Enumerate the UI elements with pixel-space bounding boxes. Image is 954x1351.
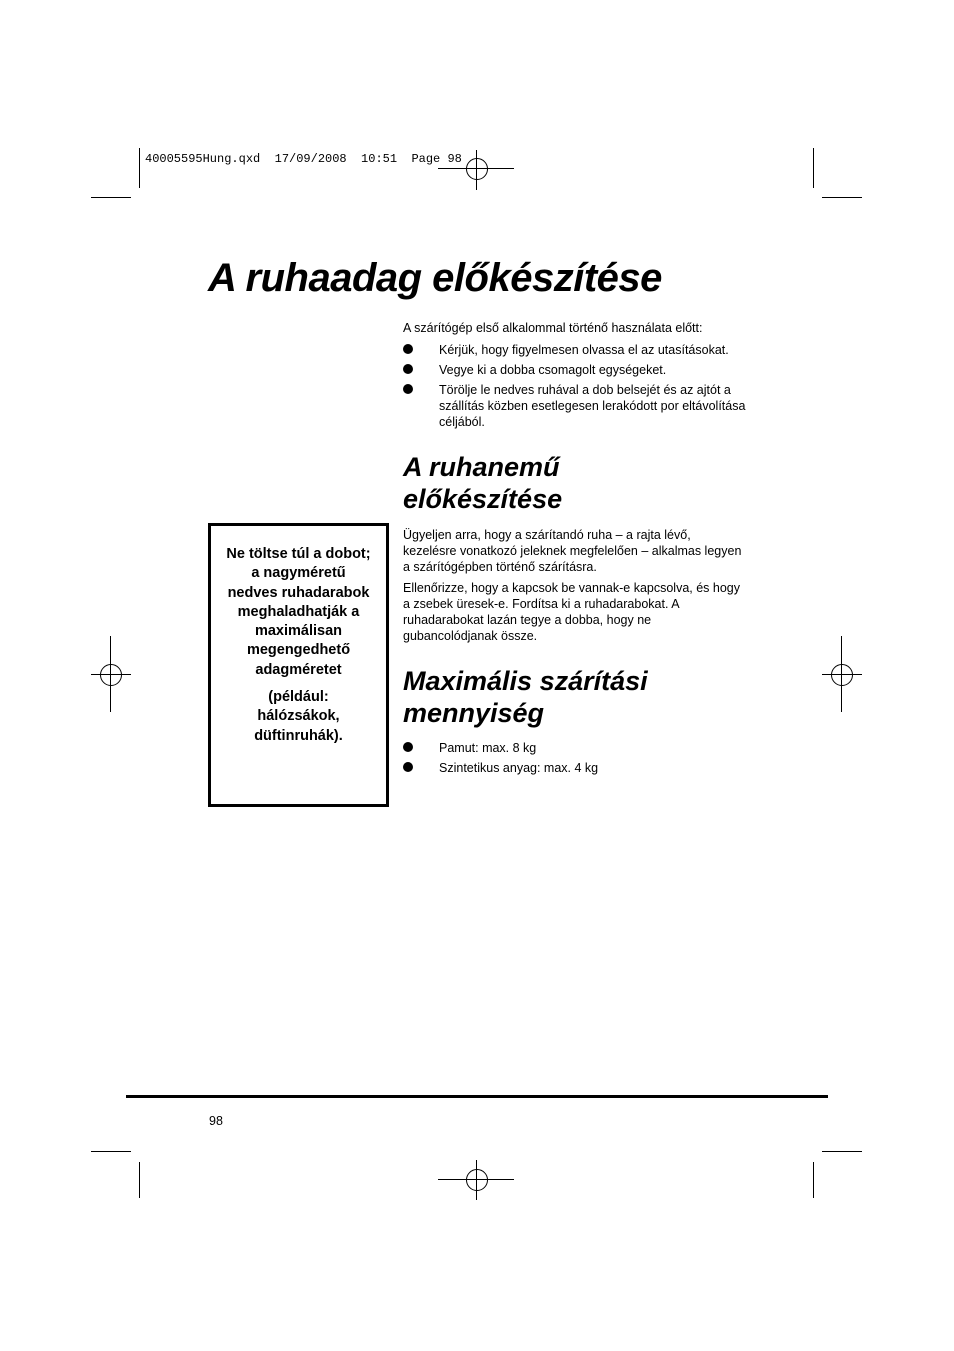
footer-rule — [126, 1095, 828, 1098]
registration-circle — [466, 158, 488, 180]
page-title: A ruhaadag előkészítése — [208, 256, 662, 300]
registration-circle — [831, 664, 853, 686]
registration-circle — [100, 664, 122, 686]
list-item: Vegye ki a dobba csomagolt egységeket. — [403, 362, 748, 378]
bullet-icon — [403, 762, 413, 772]
crop-mark — [139, 1162, 140, 1198]
list-item: Pamut: max. 8 kg — [403, 740, 748, 756]
warning-example: (például: hálózsákok, düftinruhák). — [254, 689, 343, 744]
warning-text: Ne töltse túl a dobot; a nagyméretű nedves ruhadarabok meghaladhatják a maximálisan megengedhető adagméretet — [226, 546, 371, 678]
registration-circle — [466, 1169, 488, 1191]
crop-mark — [822, 197, 862, 198]
intro-lead: A szárítógép első alkalommal történő használata előtt: — [403, 321, 703, 335]
warning-box — [208, 523, 389, 807]
page-number: 98 — [209, 1114, 223, 1128]
prep-paragraph-2: Ellenőrizze, hogy a kapcsok be vannak-e kapcsolva, és hogy a zsebek üresek-e. Fordítsa ki a ruhadarabokat. A ruhadarabokat lazán tegye a dobba, hogy ne gubancolódjanak össze. — [403, 581, 740, 643]
section-heading-prep: A ruhanemű előkészítése — [403, 452, 563, 514]
bullet-icon — [403, 344, 413, 354]
bullet-icon — [403, 364, 413, 374]
crop-mark — [91, 1151, 131, 1152]
max-load-bullet-list — [403, 740, 748, 780]
bullet-icon — [403, 384, 413, 394]
bullet-icon — [403, 742, 413, 752]
list-item: Törölje le nedves ruhával a dob belsejét és az ajtót a szállítás közben esetlegesen lerakódott por eltávolítása céljából. — [403, 382, 748, 430]
crop-mark — [139, 148, 140, 188]
crop-mark — [822, 1151, 862, 1152]
crop-mark — [813, 148, 814, 188]
list-item: Kérjük, hogy figyelmesen olvassa el az utasításokat. — [403, 342, 748, 358]
print-slug-line: 40005595Hung.qxd 17/09/2008 10:51 Page 98 — [145, 152, 462, 166]
prep-paragraph-1: Ügyeljen arra, hogy a szárítandó ruha – a rajta lévő, kezelésre vonatkozó jeleknek megfelelően – alkalmas legyen a szárítógépben történő szárításra. — [403, 528, 742, 574]
list-item: Szintetikus anyag: max. 4 kg — [403, 760, 748, 776]
section-heading-max-load: Maximális szárítási mennyiség — [403, 666, 648, 728]
intro-bullet-list — [403, 342, 748, 434]
crop-mark — [813, 1162, 814, 1198]
crop-mark — [91, 197, 131, 198]
